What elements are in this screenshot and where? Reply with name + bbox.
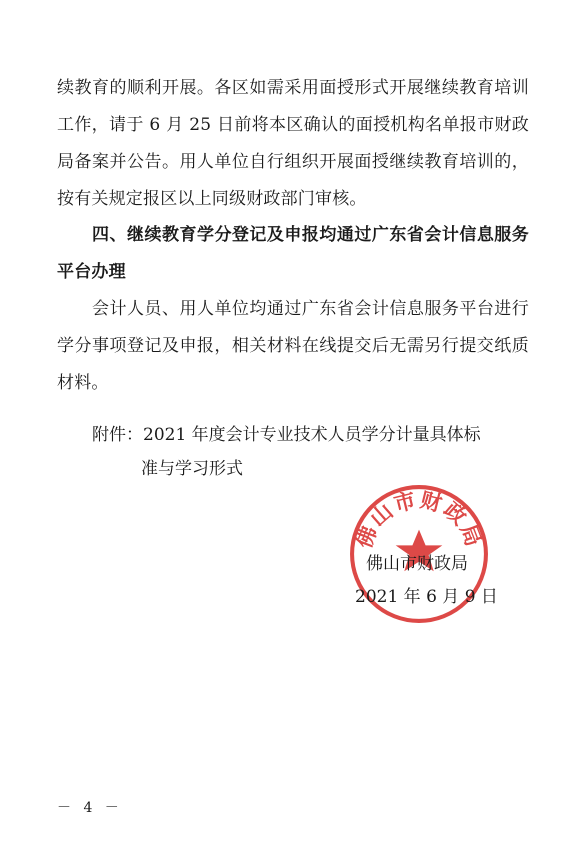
body-line: 会计人员、用人单位均通过广东省会计信息服务平台进行 <box>92 299 529 319</box>
section-heading: 四、继续教育学分登记及申报均通过广东省会计信息服务 <box>92 225 529 245</box>
body-line: 续教育的顺利开展。各区如需采用面授形式开展继续教育培训 <box>57 78 529 98</box>
body-line: 材料。 <box>57 373 109 393</box>
attachment-line: 准与学习形式 <box>141 459 243 479</box>
section-heading: 平台办理 <box>57 262 126 282</box>
body-line: 局备案并公告。用人单位自行组织开展面授继续教育培训的， <box>57 152 529 172</box>
issue-date: 2021 年 6 月 9 日 <box>355 587 498 607</box>
body-line: 学分事项登记及申报，相关材料在线提交后无需另行提交纸质 <box>57 336 529 356</box>
seal-text: 佛山市财政局 <box>351 487 487 552</box>
attachment-line: 附件：2021 年度会计专业技术人员学分计量具体标 <box>92 425 481 445</box>
page-number: － 4 － <box>57 800 123 816</box>
issuing-organization: 佛山市财政局 <box>366 554 468 574</box>
body-line: 工作，请于 6 月 25 日前将本区确认的面授机构名单报市财政 <box>57 115 529 135</box>
body-line: 按有关规定报区以上同级财政部门审核。 <box>57 189 367 209</box>
